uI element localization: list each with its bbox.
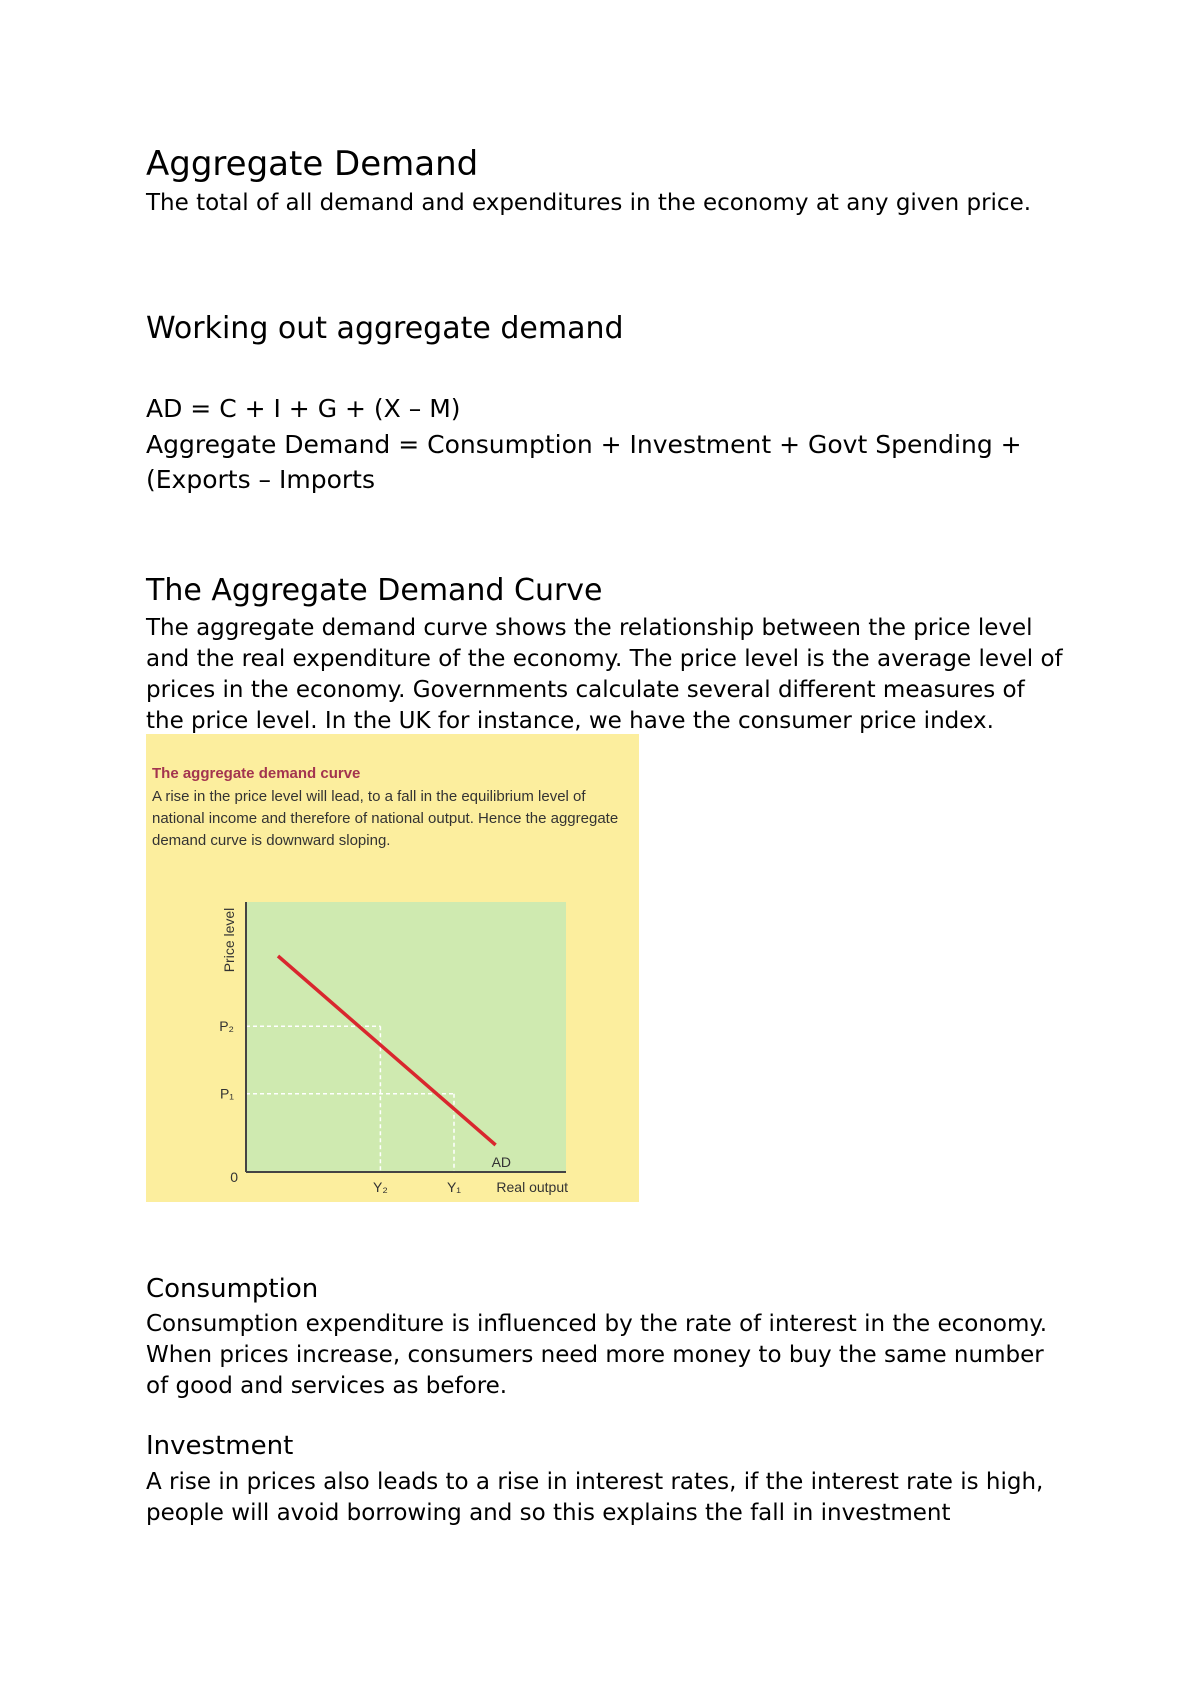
ad-chart	[146, 734, 639, 1202]
plot-area	[246, 902, 566, 1172]
figure-title: The aggregate demand curve	[152, 765, 361, 782]
x-tick-label: Y₂	[373, 1179, 388, 1195]
origin-label: 0	[230, 1169, 238, 1185]
formula-long: Aggregate Demand = Consumption + Investment + Govt Spending + (Exports – Imports	[146, 430, 1022, 494]
ad-curve-heading: The Aggregate Demand Curve	[146, 573, 603, 608]
page-title: Aggregate Demand	[146, 144, 479, 184]
working-out-heading: Working out aggregate demand	[146, 311, 624, 346]
y-tick-label: P₁	[219, 1085, 234, 1102]
x-axis-label: Real output	[496, 1179, 568, 1195]
formula-short: AD = C + I + G + (X – M)	[146, 394, 461, 423]
intro-paragraph: The total of all demand and expenditures in the economy at any given price.	[146, 190, 1032, 216]
figure-caption: A rise in the price level will lead, to a fall in the equilibrium level of national income and therefore of national output. Hence the aggregate demand curve is downward sloping.	[152, 788, 619, 849]
ad-curve-figure	[146, 734, 639, 1202]
ad-curve-paragraph: The aggregate demand curve shows the relationship between the price level and the real expenditure of the economy. The price level is the average level of prices in the economy. Governments calculate several different measures of the price level. In the UK for instance, we have the consumer price index.	[146, 615, 1063, 734]
x-tick-label: Y₁	[446, 1179, 462, 1195]
consumption-paragraph: Consumption expenditure is influenced by the rate of interest in the economy. When prices increase, consumers need more money to buy the same number of good and services as before.	[146, 1311, 1048, 1399]
y-tick-label: P₂	[219, 1018, 234, 1035]
series-label: AD	[491, 1154, 512, 1170]
investment-paragraph: A rise in prices also leads to a rise in interest rates, if the interest rate is high, people will avoid borrowing and so this explains the fall in investment	[146, 1469, 1044, 1526]
investment-heading: Investment	[146, 1431, 294, 1461]
consumption-heading: Consumption	[146, 1274, 319, 1304]
y-axis-label: Price level	[221, 907, 237, 973]
